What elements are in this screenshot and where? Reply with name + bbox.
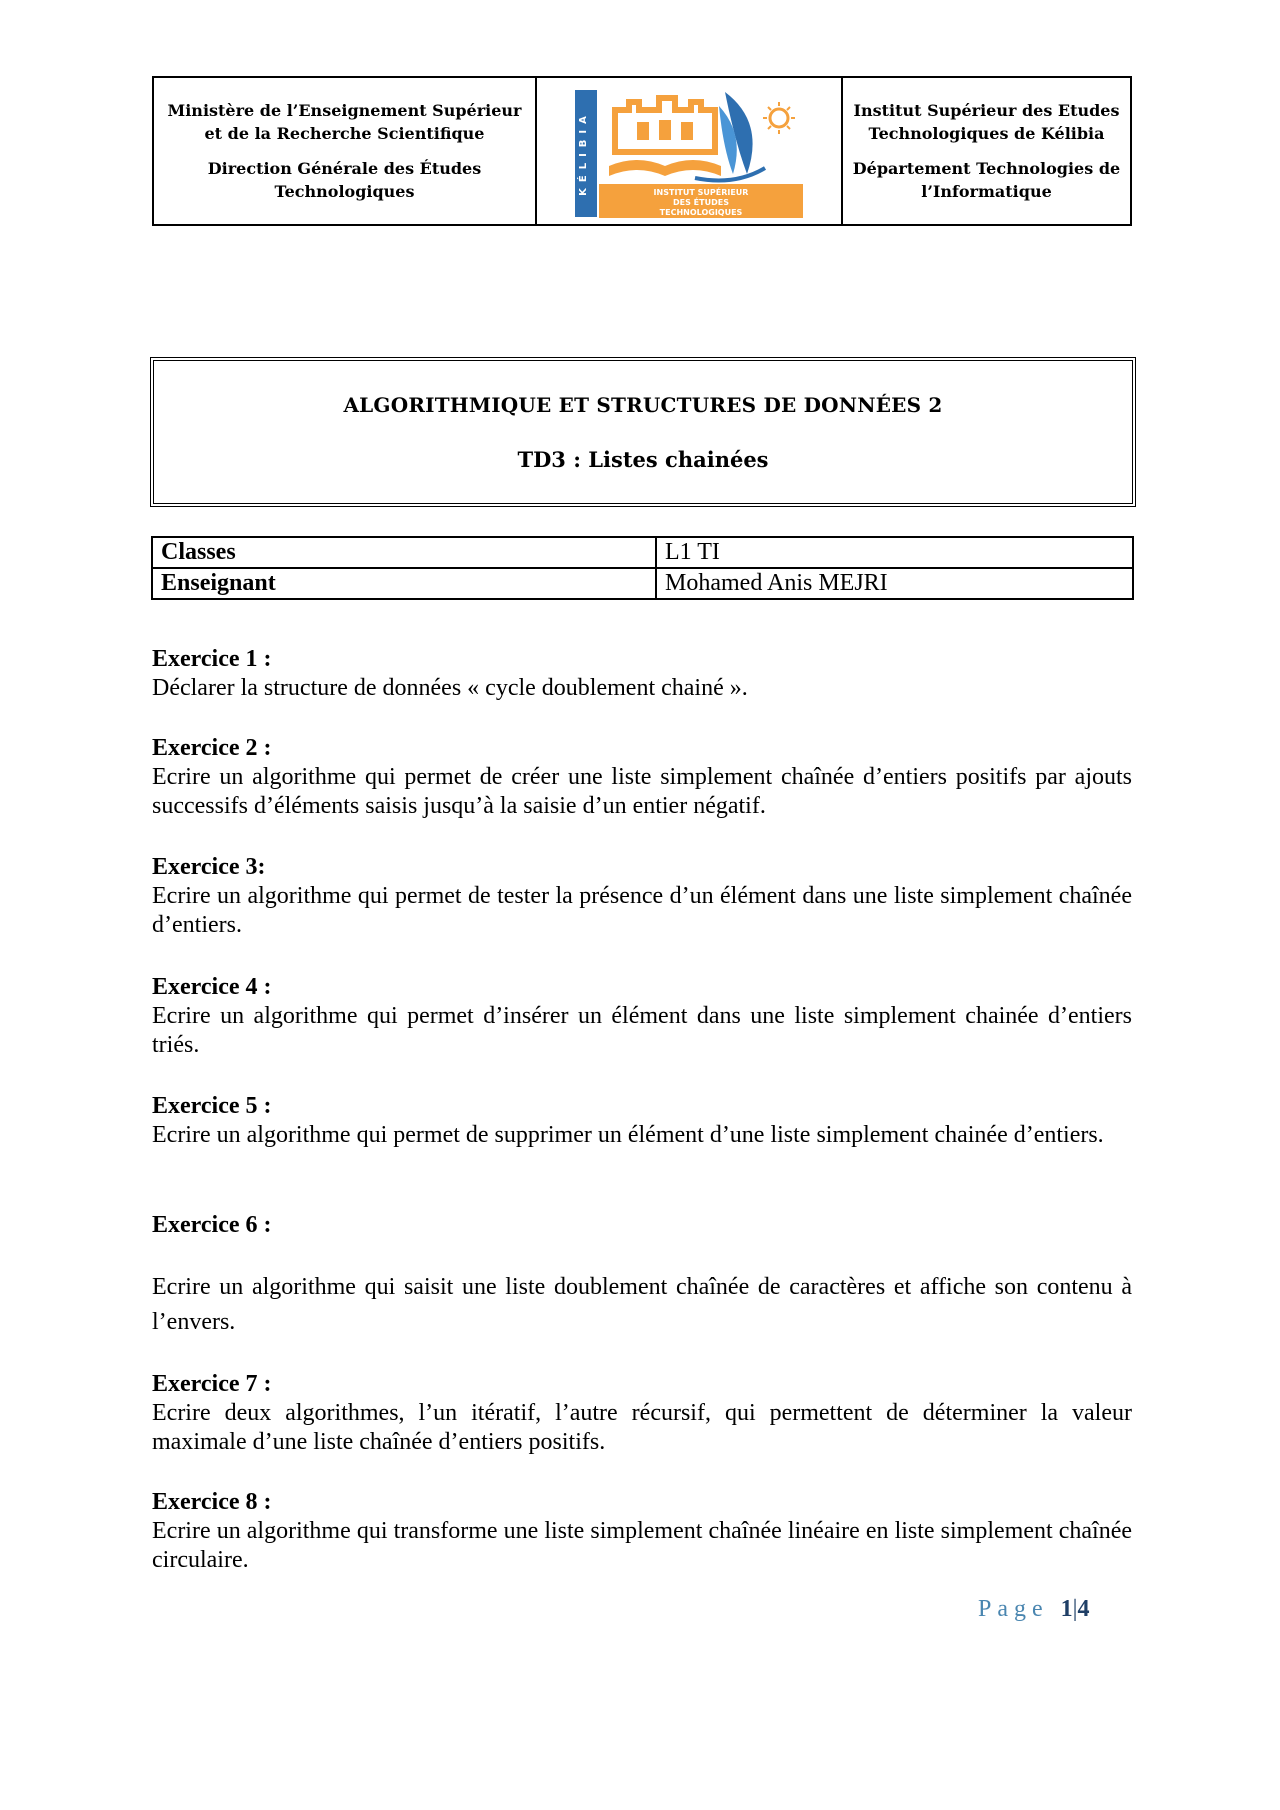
direction-line-1: Direction Générale des Études — [207, 159, 482, 178]
direction-line-2: Technologiques — [274, 182, 415, 201]
exercise-8 — [152, 1488, 1132, 1575]
institute-line-1: Institut Supérieur des Etudes — [853, 101, 1120, 120]
exercise-title: Exercice 6 : — [152, 1212, 272, 1238]
document-header — [152, 76, 1132, 226]
exercise-text: Déclarer la structure de données « cycle doublement chainé ». — [152, 675, 748, 701]
institute-logo — [575, 82, 803, 220]
page-current: 1 — [1060, 1596, 1073, 1622]
exercise-title: Exercice 7 : — [152, 1371, 272, 1397]
logo-block — [537, 78, 843, 224]
ministry-line-1: Ministère de l’Enseignement Supérieur — [167, 101, 522, 120]
exercise-text: Ecrire deux algorithmes, l’un itératif, l’autre récursif, qui permettent de déterminer la valeur maximale d’une liste chaînée d’entiers positifs. — [152, 1400, 1132, 1455]
table-row — [152, 537, 1133, 568]
exercise-title: Exercice 4 : — [152, 974, 272, 1000]
exercise-text: Ecrire un algorithme qui permet de créer une liste simplement chaînée d’entiers positifs par ajouts successifs d’éléments saisis jusqu’à la saisie d’un entier négatif. — [152, 764, 1132, 819]
page-total: 4 — [1077, 1596, 1090, 1622]
exercise-7 — [152, 1370, 1132, 1457]
exercise-1 — [152, 645, 1132, 703]
classes-value: L1 TI — [656, 537, 1133, 568]
exercise-2 — [152, 734, 1132, 821]
department-line-1: Département Technologies de — [852, 159, 1121, 178]
institute-line-2: Technologiques de Kélibia — [868, 124, 1105, 143]
exercise-4 — [152, 973, 1132, 1060]
logo-banner-line-1: INSTITUT SUPÉRIEUR — [653, 188, 749, 197]
exercise-text: Ecrire un algorithme qui transforme une liste simplement chaînée linéaire en liste simplement chaînée circulaire. — [152, 1518, 1132, 1573]
teacher-value: Mohamed Anis MEJRI — [656, 568, 1133, 599]
institute-block — [843, 78, 1130, 224]
page-number — [978, 1596, 1089, 1623]
td-title: TD3 : Listes chainées — [517, 446, 769, 472]
exercise-text: Ecrire un algorithme qui saisit une liste doublement chaînée de caractères et affiche son contenu à l’envers. — [152, 1274, 1132, 1335]
course-title: ALGORITHMIQUE ET STRUCTURES DE DONNÉES 2 — [343, 392, 943, 417]
logo-side-text: KÉLIBIA — [578, 110, 589, 196]
exercise-text: Ecrire un algorithme qui permet d’insérer un élément dans une liste simplement chainée d’entiers triés. — [152, 1003, 1132, 1058]
exercise-3 — [152, 853, 1132, 940]
exercise-title: Exercice 5 : — [152, 1093, 272, 1119]
exercise-title: Exercice 3: — [152, 854, 266, 880]
page-word: Page — [978, 1596, 1049, 1622]
info-table — [151, 536, 1134, 600]
page-separator: | — [1072, 1596, 1078, 1622]
teacher-label: Enseignant — [152, 568, 656, 599]
logo-banner-line-2: DES ÉTUDES — [673, 198, 729, 207]
classes-label: Classes — [152, 537, 656, 568]
exercise-text: Ecrire un algorithme qui permet de tester la présence d’un élément dans une liste simplement chaînée d’entiers. — [152, 883, 1132, 938]
exercise-5 — [152, 1092, 1132, 1150]
ministry-line-2: et de la Recherche Scientifique — [204, 124, 485, 143]
ministry-block — [154, 78, 537, 224]
table-row — [152, 568, 1133, 599]
exercise-6 — [152, 1211, 1132, 1340]
exercise-title: Exercice 1 : — [152, 646, 272, 672]
logo-banner-line-3: TECHNOLOGIQUES — [659, 208, 743, 217]
exercise-title: Exercice 2 : — [152, 735, 272, 761]
title-box — [150, 357, 1136, 507]
exercise-title: Exercice 8 : — [152, 1489, 272, 1515]
exercise-text: Ecrire un algorithme qui permet de supprimer un élément d’une liste simplement chainée d’entiers. — [152, 1122, 1104, 1148]
department-line-2: l’Informatique — [921, 182, 1052, 201]
